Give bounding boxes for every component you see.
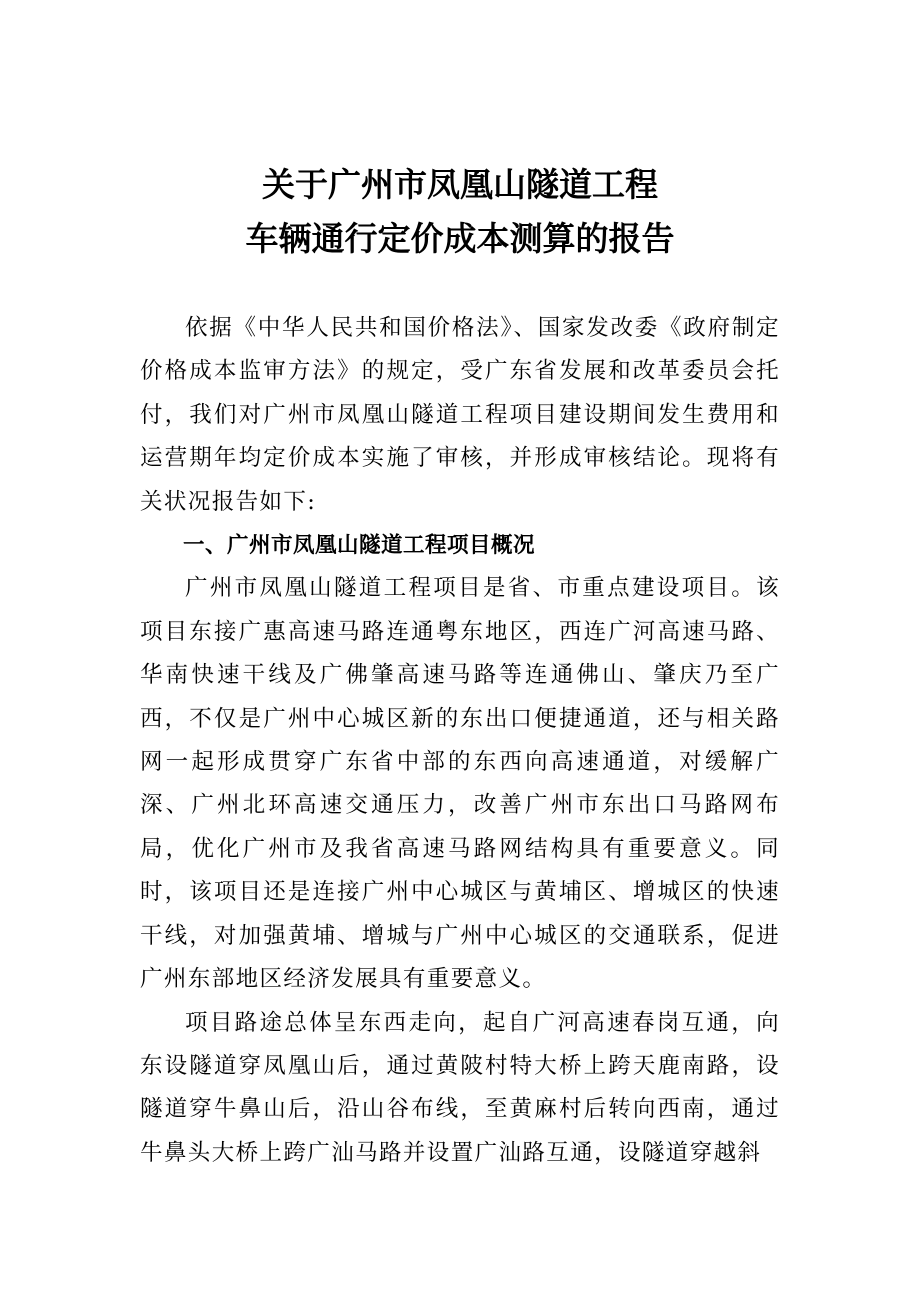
document-title	[0, 158, 920, 266]
section-1-paragraph-2: 项目路途总体呈东西走向，起自广河高速春岗互通，向东设隧道穿凤凰山后，通过黄陂村特大桥上跨天鹿南路，设隧道穿牛鼻山后，沿山谷布线，至黄麻村后转向西南，通过牛鼻头大桥上跨广汕马路并设置广汕路互通，设隧道穿越斜	[140, 1009, 780, 1166]
title-line-2: 车辆通行定价成本测算的报告	[245, 219, 675, 258]
document-body	[140, 307, 780, 1175]
title-line-1: 关于广州市凤凰山隧道工程	[262, 165, 658, 204]
section-1-heading: 一、广州市凤凰山隧道工程项目概况	[183, 533, 536, 559]
section-1-paragraph-1: 广州市凤凰山隧道工程项目是省、市重点建设项目。该项目东接广惠高速马路连通粤东地区，西连广河高速马路、华南快速干线及广佛肇高速马路等连通佛山、肇庆乃至广西，不仅是广州中心城区新的东出口便捷通道，还与相关路网一起形成贯穿广东省中部的东西向高速通道，对缓解广深、广州北环高速交通压力，改善广州市东出口马路网布局，优化广州市及我省高速马路网结构具有重要意义。同时，该项目还是连接广州中心城区与黄埔区、增城区的快速干线，对加强黄埔、增城与广州中心城区的交通联系，促进广州东部地区经济发展具有重要意义。	[140, 575, 780, 993]
intro-paragraph: 依据《中华人民共和国价格法》、国家发改委《政府制定价格成本监审方法》的规定，受广东省发展和改革委员会托付，我们对广州市凤凰山隧道工程项目建设期间发生费用和运营期年均定价成本实施了审核，并形成审核结论。现将有关状况报告如下:	[140, 315, 780, 515]
